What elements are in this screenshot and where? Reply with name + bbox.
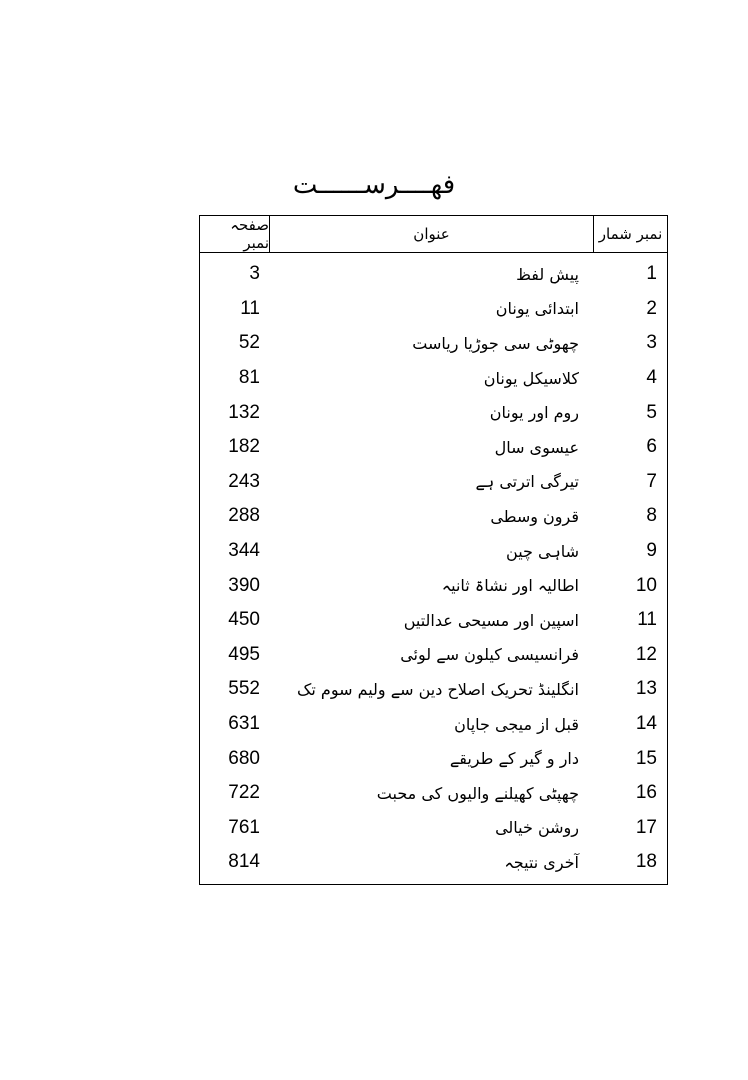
row-serial-number: 1 bbox=[646, 263, 657, 285]
row-heading: ابتدائی یونان bbox=[495, 299, 579, 319]
table-row bbox=[200, 776, 667, 811]
row-heading: قرون وسطی bbox=[490, 506, 579, 526]
row-page-number: 814 bbox=[228, 851, 260, 873]
row-heading: چھپٹی کھیلنے والیوں کی محبت bbox=[376, 783, 579, 803]
row-serial-number: 18 bbox=[635, 851, 657, 873]
row-serial-number: 6 bbox=[646, 436, 657, 458]
table-row bbox=[200, 430, 667, 465]
row-page-number: 3 bbox=[249, 263, 260, 285]
table-row bbox=[200, 741, 667, 776]
row-serial-number: 3 bbox=[646, 332, 657, 354]
row-page-number: 132 bbox=[228, 401, 260, 423]
table-row bbox=[200, 845, 667, 880]
row-page-number: 81 bbox=[238, 367, 260, 389]
table-row bbox=[200, 707, 667, 742]
table-body bbox=[199, 253, 668, 885]
row-heading: تیرگی اترتی ہے bbox=[475, 472, 579, 492]
row-heading: شاہی چین bbox=[506, 541, 579, 561]
row-heading: چھوٹی سی جوڑیا ریاست bbox=[412, 333, 579, 353]
row-heading: اسپین اور مسیحی عدالتیں bbox=[403, 610, 579, 630]
row-serial-number: 14 bbox=[635, 713, 657, 735]
page-title: فھــــرســــــت bbox=[292, 170, 456, 200]
table-row bbox=[200, 568, 667, 603]
table-header bbox=[199, 215, 668, 253]
row-heading: انگلینڈ تحریک اصلاح دین سے ولیم سوم تک bbox=[297, 679, 579, 699]
row-page-number: 495 bbox=[228, 643, 260, 665]
row-heading: روم اور یونان bbox=[489, 403, 579, 423]
row-serial-number: 11 bbox=[637, 609, 657, 631]
row-serial-number: 13 bbox=[635, 678, 657, 700]
row-serial-number: 10 bbox=[635, 574, 657, 596]
row-serial-number: 7 bbox=[646, 470, 657, 492]
row-page-number: 450 bbox=[228, 609, 260, 631]
table-row bbox=[200, 361, 667, 396]
row-page-number: 288 bbox=[228, 505, 260, 527]
table-row bbox=[200, 672, 667, 707]
header-serial-number: نمبر شمار bbox=[598, 225, 663, 243]
row-serial-number: 5 bbox=[646, 401, 657, 423]
header-page-number: صفحہ نمبر bbox=[200, 216, 270, 252]
row-heading: پیش لفظ bbox=[516, 264, 579, 284]
table-row bbox=[200, 395, 667, 430]
row-serial-number: 4 bbox=[646, 367, 657, 389]
table-row bbox=[200, 292, 667, 327]
row-page-number: 722 bbox=[228, 782, 260, 804]
row-page-number: 11 bbox=[240, 297, 260, 319]
row-page-number: 761 bbox=[228, 816, 260, 838]
table-row bbox=[200, 811, 667, 846]
row-page-number: 182 bbox=[228, 436, 260, 458]
header-heading: عنوان bbox=[270, 216, 594, 252]
row-heading: اطالیہ اور نشاۃ ثانیہ bbox=[441, 576, 579, 596]
table-row bbox=[200, 499, 667, 534]
row-page-number: 344 bbox=[228, 540, 260, 562]
row-heading: فرانسیسی کیلون سے لوئی bbox=[400, 645, 579, 665]
table-row bbox=[200, 257, 667, 292]
row-serial-number: 17 bbox=[635, 816, 657, 838]
table-row bbox=[200, 326, 667, 361]
row-heading: کلاسیکل یونان bbox=[483, 368, 579, 388]
row-serial-number: 15 bbox=[635, 747, 657, 769]
table-of-contents bbox=[199, 215, 668, 885]
row-serial-number: 9 bbox=[646, 540, 657, 562]
table-row bbox=[200, 603, 667, 638]
row-page-number: 552 bbox=[228, 678, 260, 700]
row-heading: دار و گیر کے طریقے bbox=[449, 749, 579, 769]
row-serial-number: 12 bbox=[635, 643, 657, 665]
row-page-number: 243 bbox=[228, 470, 260, 492]
row-serial-number: 8 bbox=[646, 505, 657, 527]
row-heading: قبل از میجی جاپان bbox=[454, 714, 579, 734]
row-heading: آخری نتیجہ bbox=[504, 852, 579, 872]
table-row bbox=[200, 534, 667, 569]
row-heading: روشن خیالی bbox=[495, 818, 579, 838]
table-row bbox=[200, 465, 667, 500]
row-serial-number: 16 bbox=[635, 782, 657, 804]
row-heading: عیسوی سال bbox=[494, 437, 579, 457]
row-serial-number: 2 bbox=[646, 297, 657, 319]
row-page-number: 52 bbox=[238, 332, 260, 354]
row-page-number: 631 bbox=[228, 713, 260, 735]
row-page-number: 680 bbox=[228, 747, 260, 769]
row-page-number: 390 bbox=[228, 574, 260, 596]
table-row bbox=[200, 638, 667, 673]
